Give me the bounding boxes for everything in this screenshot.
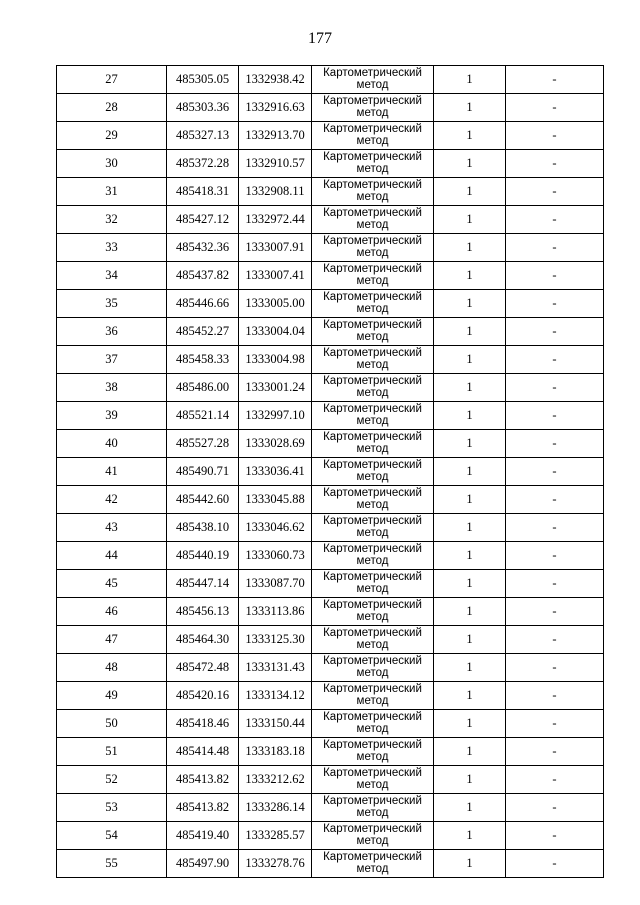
x-coordinate-cell: 485458.33 [167, 346, 239, 374]
table-row [57, 150, 604, 178]
point-number-cell: 43 [57, 514, 167, 542]
x-coordinate-cell: 485452.27 [167, 318, 239, 346]
method-cell: Картометрический метод [312, 122, 434, 150]
note-cell: - [506, 598, 604, 626]
note-cell: - [506, 542, 604, 570]
y-coordinate-cell: 1333212.62 [239, 766, 312, 794]
coordinates-table-body [57, 66, 604, 878]
method-cell: Картометрический метод [312, 402, 434, 430]
point-number-cell: 38 [57, 374, 167, 402]
x-coordinate-cell: 485432.36 [167, 234, 239, 262]
accuracy-cell: 1 [434, 598, 506, 626]
x-coordinate-cell: 485419.40 [167, 822, 239, 850]
table-row [57, 346, 604, 374]
point-number-cell: 32 [57, 206, 167, 234]
note-cell: - [506, 794, 604, 822]
x-coordinate-cell: 485327.13 [167, 122, 239, 150]
table-row [57, 654, 604, 682]
table-row [57, 318, 604, 346]
y-coordinate-cell: 1333007.41 [239, 262, 312, 290]
table-row [57, 262, 604, 290]
accuracy-cell: 1 [434, 346, 506, 374]
table-row [57, 598, 604, 626]
table-row [57, 682, 604, 710]
note-cell: - [506, 850, 604, 878]
x-coordinate-cell: 485486.00 [167, 374, 239, 402]
x-coordinate-cell: 485418.46 [167, 710, 239, 738]
accuracy-cell: 1 [434, 66, 506, 94]
point-number-cell: 33 [57, 234, 167, 262]
table-row [57, 122, 604, 150]
table-row [57, 710, 604, 738]
x-coordinate-cell: 485442.60 [167, 486, 239, 514]
table-row [57, 402, 604, 430]
note-cell: - [506, 458, 604, 486]
point-number-cell: 28 [57, 94, 167, 122]
y-coordinate-cell: 1333004.98 [239, 346, 312, 374]
x-coordinate-cell: 485527.28 [167, 430, 239, 458]
y-coordinate-cell: 1333045.88 [239, 486, 312, 514]
x-coordinate-cell: 485490.71 [167, 458, 239, 486]
table-row [57, 178, 604, 206]
y-coordinate-cell: 1333113.86 [239, 598, 312, 626]
point-number-cell: 45 [57, 570, 167, 598]
note-cell: - [506, 654, 604, 682]
x-coordinate-cell: 485414.48 [167, 738, 239, 766]
point-number-cell: 49 [57, 682, 167, 710]
y-coordinate-cell: 1333134.12 [239, 682, 312, 710]
accuracy-cell: 1 [434, 514, 506, 542]
y-coordinate-cell: 1332910.57 [239, 150, 312, 178]
table-row [57, 234, 604, 262]
table-row [57, 290, 604, 318]
x-coordinate-cell: 485497.90 [167, 850, 239, 878]
point-number-cell: 42 [57, 486, 167, 514]
y-coordinate-cell: 1332938.42 [239, 66, 312, 94]
note-cell: - [506, 346, 604, 374]
point-number-cell: 34 [57, 262, 167, 290]
point-number-cell: 36 [57, 318, 167, 346]
table-row [57, 794, 604, 822]
x-coordinate-cell: 485456.13 [167, 598, 239, 626]
accuracy-cell: 1 [434, 486, 506, 514]
x-coordinate-cell: 485472.48 [167, 654, 239, 682]
y-coordinate-cell: 1332916.63 [239, 94, 312, 122]
note-cell: - [506, 262, 604, 290]
x-coordinate-cell: 485427.12 [167, 206, 239, 234]
point-number-cell: 39 [57, 402, 167, 430]
method-cell: Картометрический метод [312, 542, 434, 570]
accuracy-cell: 1 [434, 122, 506, 150]
y-coordinate-cell: 1333004.04 [239, 318, 312, 346]
table-row [57, 514, 604, 542]
note-cell: - [506, 738, 604, 766]
y-coordinate-cell: 1333087.70 [239, 570, 312, 598]
note-cell: - [506, 514, 604, 542]
x-coordinate-cell: 485464.30 [167, 626, 239, 654]
table-row [57, 66, 604, 94]
y-coordinate-cell: 1332908.11 [239, 178, 312, 206]
point-number-cell: 46 [57, 598, 167, 626]
note-cell: - [506, 374, 604, 402]
method-cell: Картометрический метод [312, 766, 434, 794]
note-cell: - [506, 626, 604, 654]
y-coordinate-cell: 1333005.00 [239, 290, 312, 318]
accuracy-cell: 1 [434, 262, 506, 290]
y-coordinate-cell: 1333286.14 [239, 794, 312, 822]
accuracy-cell: 1 [434, 290, 506, 318]
method-cell: Картометрический метод [312, 458, 434, 486]
accuracy-cell: 1 [434, 794, 506, 822]
table-row [57, 206, 604, 234]
accuracy-cell: 1 [434, 654, 506, 682]
point-number-cell: 41 [57, 458, 167, 486]
y-coordinate-cell: 1333131.43 [239, 654, 312, 682]
page-number: 177 [308, 30, 332, 47]
method-cell: Картометрический метод [312, 486, 434, 514]
x-coordinate-cell: 485418.31 [167, 178, 239, 206]
x-coordinate-cell: 485438.10 [167, 514, 239, 542]
x-coordinate-cell: 485437.82 [167, 262, 239, 290]
y-coordinate-cell: 1333278.76 [239, 850, 312, 878]
method-cell: Картометрический метод [312, 822, 434, 850]
y-coordinate-cell: 1333001.24 [239, 374, 312, 402]
point-number-cell: 30 [57, 150, 167, 178]
point-number-cell: 51 [57, 738, 167, 766]
point-number-cell: 40 [57, 430, 167, 458]
note-cell: - [506, 290, 604, 318]
note-cell: - [506, 150, 604, 178]
method-cell: Картометрический метод [312, 318, 434, 346]
table-row [57, 458, 604, 486]
point-number-cell: 31 [57, 178, 167, 206]
accuracy-cell: 1 [434, 94, 506, 122]
point-number-cell: 47 [57, 626, 167, 654]
method-cell: Картометрический метод [312, 850, 434, 878]
y-coordinate-cell: 1332913.70 [239, 122, 312, 150]
table-row [57, 94, 604, 122]
accuracy-cell: 1 [434, 318, 506, 346]
y-coordinate-cell: 1333285.57 [239, 822, 312, 850]
x-coordinate-cell: 485440.19 [167, 542, 239, 570]
method-cell: Картометрический метод [312, 514, 434, 542]
method-cell: Картометрический метод [312, 626, 434, 654]
accuracy-cell: 1 [434, 766, 506, 794]
method-cell: Картометрический метод [312, 94, 434, 122]
table-row [57, 570, 604, 598]
note-cell: - [506, 178, 604, 206]
note-cell: - [506, 486, 604, 514]
method-cell: Картометрический метод [312, 794, 434, 822]
accuracy-cell: 1 [434, 234, 506, 262]
point-number-cell: 53 [57, 794, 167, 822]
method-cell: Картометрический метод [312, 682, 434, 710]
x-coordinate-cell: 485305.05 [167, 66, 239, 94]
point-number-cell: 27 [57, 66, 167, 94]
accuracy-cell: 1 [434, 374, 506, 402]
method-cell: Картометрический метод [312, 290, 434, 318]
method-cell: Картометрический метод [312, 738, 434, 766]
table-row [57, 766, 604, 794]
y-coordinate-cell: 1333046.62 [239, 514, 312, 542]
y-coordinate-cell: 1333036.41 [239, 458, 312, 486]
note-cell: - [506, 66, 604, 94]
point-number-cell: 52 [57, 766, 167, 794]
x-coordinate-cell: 485413.82 [167, 794, 239, 822]
method-cell: Картометрический метод [312, 430, 434, 458]
note-cell: - [506, 206, 604, 234]
y-coordinate-cell: 1332972.44 [239, 206, 312, 234]
accuracy-cell: 1 [434, 402, 506, 430]
method-cell: Картометрический метод [312, 178, 434, 206]
note-cell: - [506, 766, 604, 794]
y-coordinate-cell: 1332997.10 [239, 402, 312, 430]
note-cell: - [506, 682, 604, 710]
accuracy-cell: 1 [434, 626, 506, 654]
accuracy-cell: 1 [434, 682, 506, 710]
accuracy-cell: 1 [434, 150, 506, 178]
method-cell: Картометрический метод [312, 598, 434, 626]
note-cell: - [506, 94, 604, 122]
note-cell: - [506, 122, 604, 150]
accuracy-cell: 1 [434, 822, 506, 850]
x-coordinate-cell: 485521.14 [167, 402, 239, 430]
x-coordinate-cell: 485372.28 [167, 150, 239, 178]
note-cell: - [506, 318, 604, 346]
accuracy-cell: 1 [434, 430, 506, 458]
table-row [57, 738, 604, 766]
table-row [57, 486, 604, 514]
accuracy-cell: 1 [434, 738, 506, 766]
note-cell: - [506, 570, 604, 598]
method-cell: Картометрический метод [312, 66, 434, 94]
table-row [57, 374, 604, 402]
method-cell: Картометрический метод [312, 346, 434, 374]
method-cell: Картометрический метод [312, 150, 434, 178]
y-coordinate-cell: 1333028.69 [239, 430, 312, 458]
accuracy-cell: 1 [434, 542, 506, 570]
note-cell: - [506, 822, 604, 850]
table-row [57, 850, 604, 878]
point-number-cell: 54 [57, 822, 167, 850]
point-number-cell: 37 [57, 346, 167, 374]
method-cell: Картометрический метод [312, 710, 434, 738]
table-row [57, 542, 604, 570]
y-coordinate-cell: 1333007.91 [239, 234, 312, 262]
y-coordinate-cell: 1333150.44 [239, 710, 312, 738]
point-number-cell: 48 [57, 654, 167, 682]
point-number-cell: 29 [57, 122, 167, 150]
coordinates-table [56, 65, 604, 878]
method-cell: Картометрический метод [312, 206, 434, 234]
note-cell: - [506, 430, 604, 458]
y-coordinate-cell: 1333183.18 [239, 738, 312, 766]
accuracy-cell: 1 [434, 178, 506, 206]
accuracy-cell: 1 [434, 206, 506, 234]
y-coordinate-cell: 1333060.73 [239, 542, 312, 570]
note-cell: - [506, 234, 604, 262]
accuracy-cell: 1 [434, 570, 506, 598]
point-number-cell: 50 [57, 710, 167, 738]
table-row [57, 626, 604, 654]
method-cell: Картометрический метод [312, 570, 434, 598]
point-number-cell: 44 [57, 542, 167, 570]
method-cell: Картометрический метод [312, 262, 434, 290]
accuracy-cell: 1 [434, 710, 506, 738]
accuracy-cell: 1 [434, 458, 506, 486]
x-coordinate-cell: 485413.82 [167, 766, 239, 794]
x-coordinate-cell: 485446.66 [167, 290, 239, 318]
x-coordinate-cell: 485420.16 [167, 682, 239, 710]
method-cell: Картометрический метод [312, 234, 434, 262]
x-coordinate-cell: 485447.14 [167, 570, 239, 598]
x-coordinate-cell: 485303.36 [167, 94, 239, 122]
y-coordinate-cell: 1333125.30 [239, 626, 312, 654]
table-row [57, 822, 604, 850]
point-number-cell: 35 [57, 290, 167, 318]
table-row [57, 430, 604, 458]
method-cell: Картометрический метод [312, 654, 434, 682]
method-cell: Картометрический метод [312, 374, 434, 402]
point-number-cell: 55 [57, 850, 167, 878]
accuracy-cell: 1 [434, 850, 506, 878]
note-cell: - [506, 710, 604, 738]
note-cell: - [506, 402, 604, 430]
